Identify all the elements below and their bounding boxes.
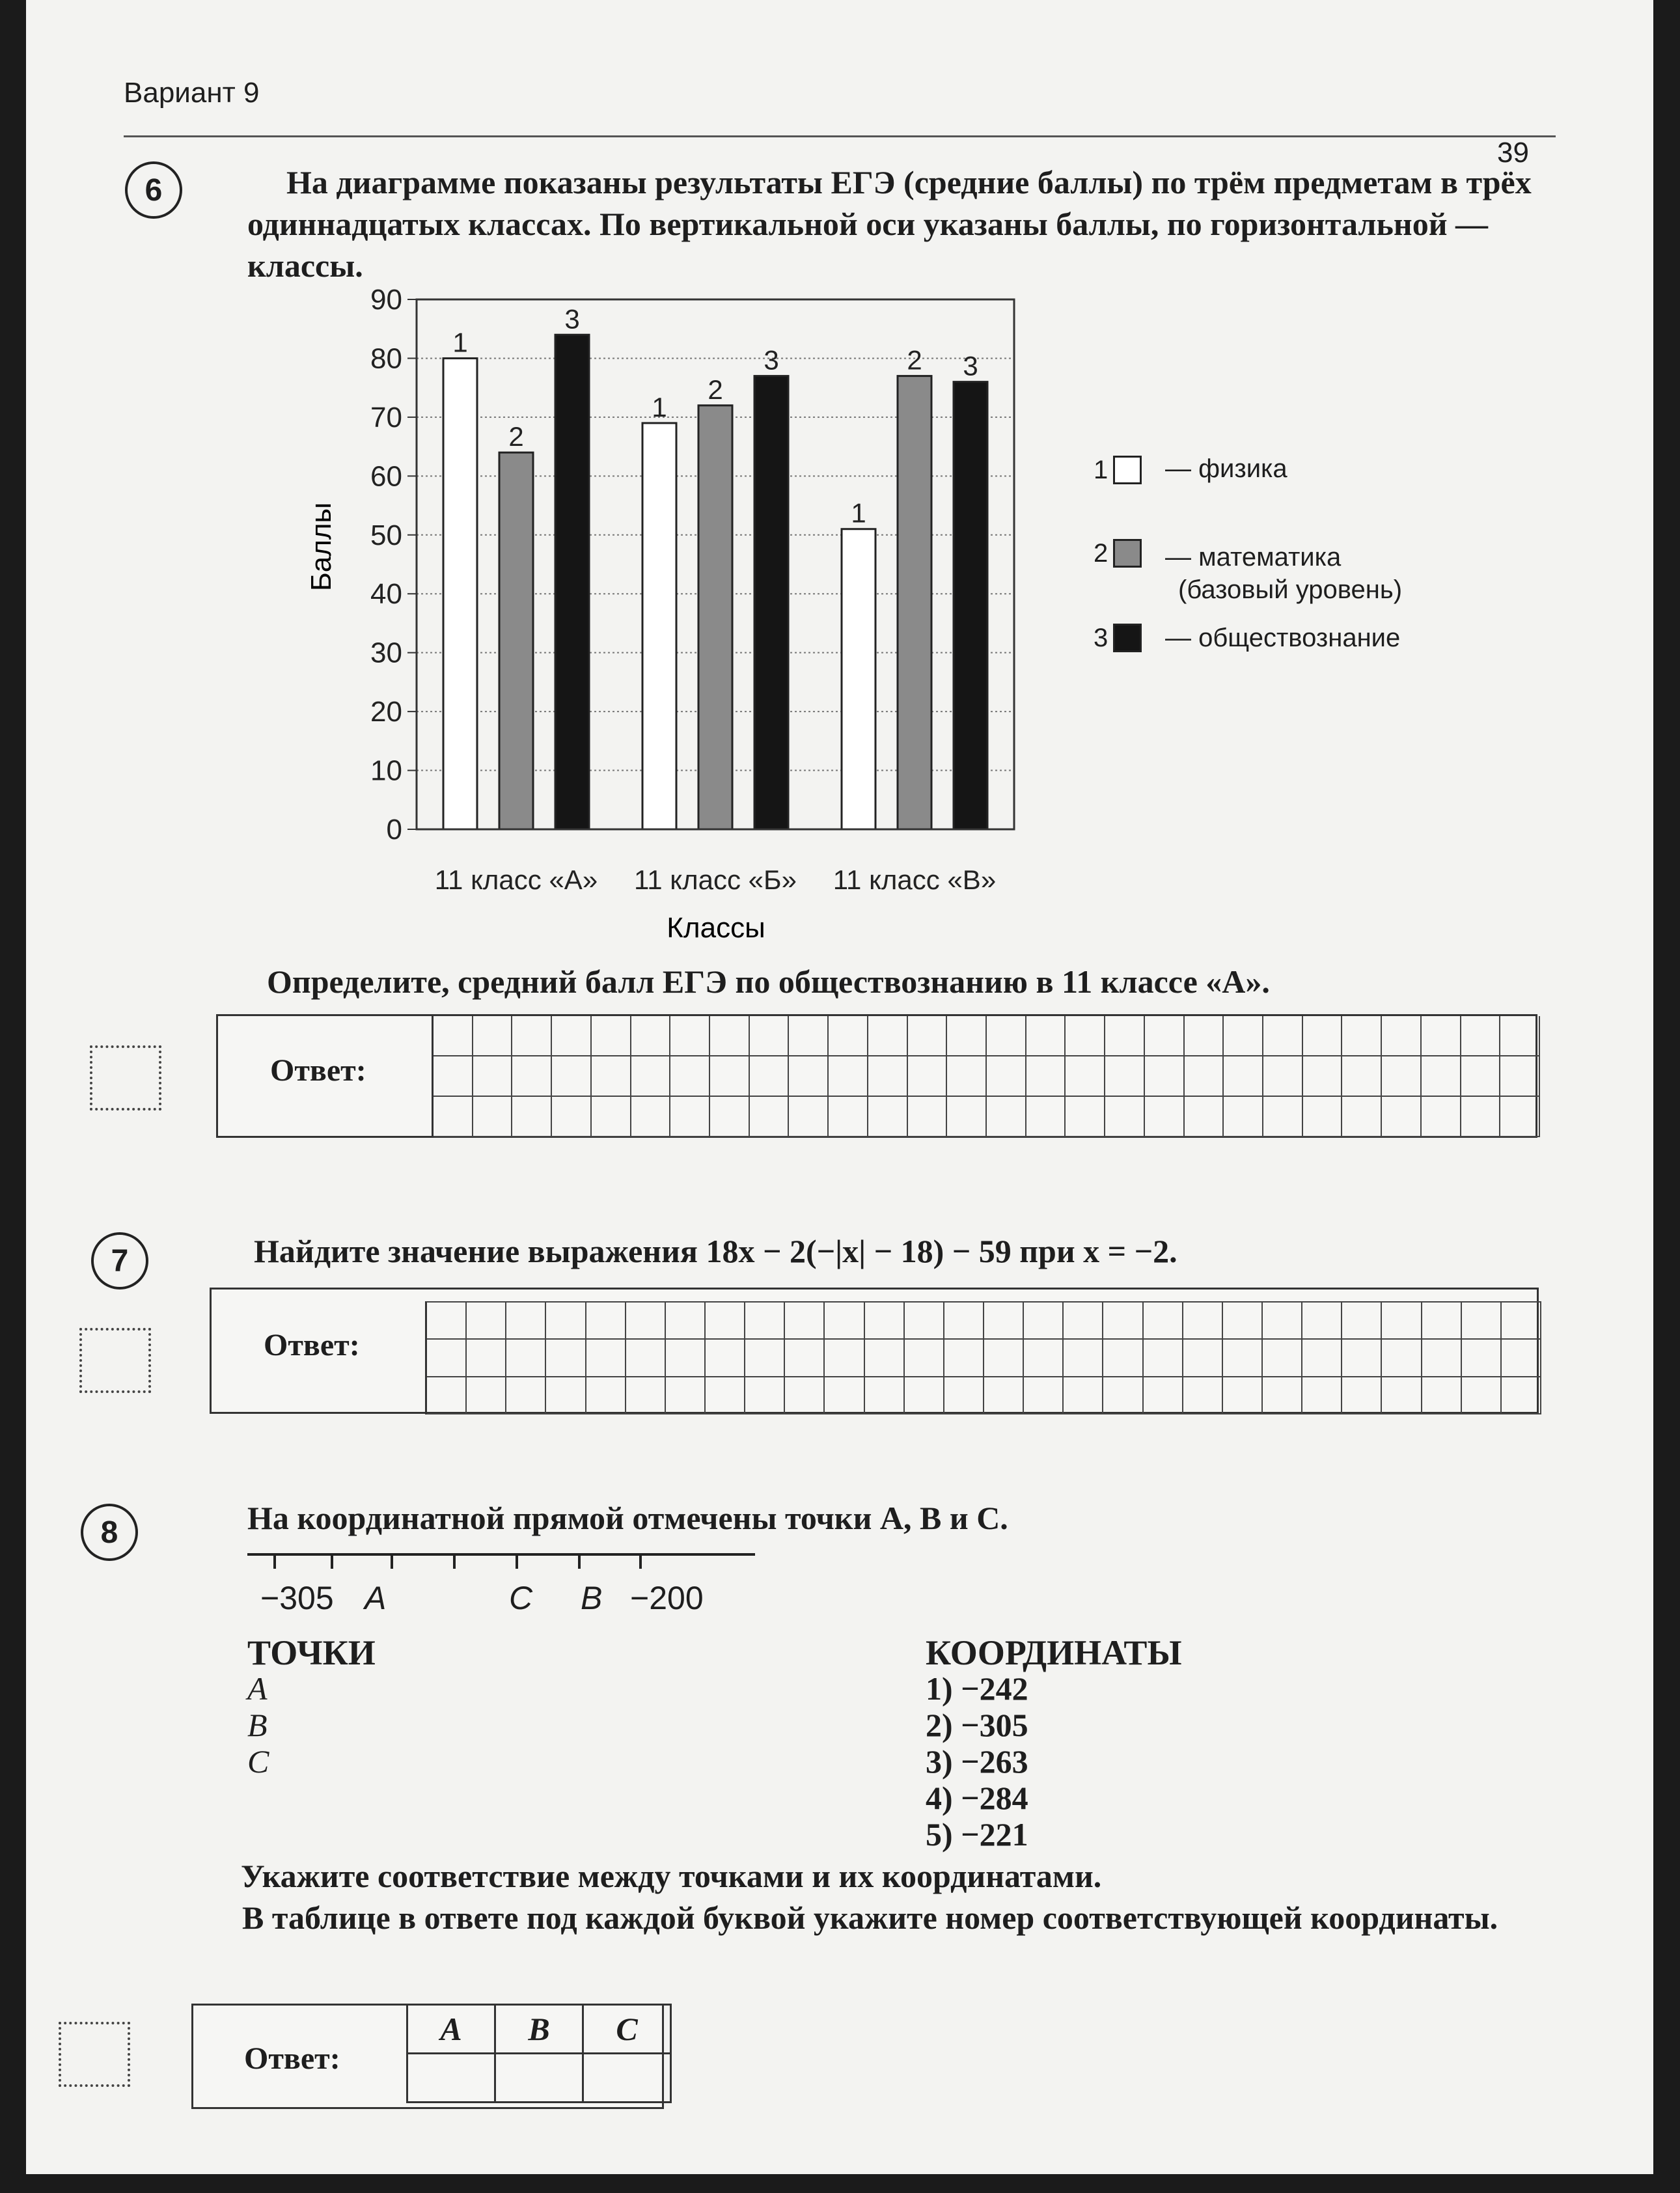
answer-grid-cell[interactable] <box>1066 1016 1105 1056</box>
answer-grid-cell[interactable] <box>710 1056 750 1097</box>
bar <box>499 452 533 829</box>
number-line <box>247 1547 768 1573</box>
answer-grid-cell[interactable] <box>1422 1056 1461 1097</box>
answer-grid-cell[interactable] <box>546 1340 586 1377</box>
answer-grid-cell[interactable] <box>1066 1097 1105 1137</box>
answer-grid-cell[interactable] <box>592 1016 631 1056</box>
answer-grid-cell[interactable] <box>552 1016 592 1056</box>
answer-grid-cell[interactable] <box>1302 1340 1342 1377</box>
answer-grid-cell[interactable] <box>631 1097 671 1137</box>
q8-score-box <box>59 2022 130 2087</box>
bar <box>555 335 589 829</box>
answer-grid-cell[interactable] <box>1502 1303 1541 1340</box>
answer-grid-cell[interactable] <box>1302 1377 1342 1414</box>
bar-label: 2 <box>708 374 723 405</box>
answer-grid-cell[interactable] <box>546 1303 586 1340</box>
answer-grid-cell[interactable] <box>473 1097 513 1137</box>
answer-grid-cell[interactable] <box>1303 1016 1343 1056</box>
answer-grid-cell[interactable] <box>987 1097 1026 1137</box>
answer-grid-cell[interactable] <box>1145 1016 1185 1056</box>
answer-grid-cell[interactable] <box>944 1303 984 1340</box>
answer-grid-cell[interactable] <box>1024 1340 1064 1377</box>
answer-grid-cell[interactable] <box>1224 1097 1263 1137</box>
x-tick-label: 11 класс «А» <box>434 864 598 895</box>
q6-text: На диаграмме показаны результаты ЕГЭ (средние баллы) по трём предметам в трёх одиннадцатых классах. По вертикальной оси указаны баллы, по горизонтальной — классы. <box>247 164 1532 284</box>
q7-answer-label: Ответ: <box>264 1328 360 1362</box>
answer-col-a: A <box>407 2005 495 2054</box>
answer-grid-cell[interactable] <box>1263 1016 1303 1056</box>
y-tick-label: 60 <box>370 460 402 493</box>
number-line-right-value: −200 <box>630 1580 704 1616</box>
q6-answer-label: Ответ: <box>270 1053 366 1088</box>
answer-grid-cell[interactable] <box>829 1056 868 1097</box>
chart-legend <box>1094 449 1614 683</box>
answer-grid-cell[interactable] <box>908 1056 948 1097</box>
bar-label: 3 <box>963 350 978 381</box>
answer-grid-cell[interactable] <box>1064 1377 1103 1414</box>
bar <box>642 423 676 829</box>
q8-instruction-1: Укажите соответствие между точками и их координатами. <box>241 1858 1102 1894</box>
answer-grid-cell[interactable] <box>829 1097 868 1137</box>
answer-grid-cell[interactable] <box>1422 1016 1461 1056</box>
bar <box>898 376 931 829</box>
x-tick-label: 11 класс «Б» <box>634 864 797 895</box>
answer-grid-cell[interactable] <box>1263 1340 1302 1377</box>
answer-grid-cell[interactable] <box>785 1303 825 1340</box>
answer-grid-cell[interactable] <box>1224 1056 1263 1097</box>
y-tick-label: 0 <box>386 814 402 846</box>
point-b: B <box>247 1707 268 1743</box>
answer-grid-cell[interactable] <box>467 1340 506 1377</box>
answer-grid-cell[interactable] <box>467 1303 506 1340</box>
q8-answer-label: Ответ: <box>244 2041 340 2076</box>
q7-answer-grid[interactable] <box>425 1301 1541 1414</box>
answer-grid-cell[interactable] <box>1461 1056 1501 1097</box>
answer-grid-cell[interactable] <box>666 1377 706 1414</box>
legend-swatch-math <box>1113 539 1142 568</box>
answer-grid-cell[interactable] <box>1183 1340 1223 1377</box>
answer-grid-cell[interactable] <box>944 1340 984 1377</box>
q7-answer-box[interactable] <box>210 1288 1539 1414</box>
answer-cell-c[interactable] <box>583 2054 671 2103</box>
answer-grid-cell[interactable] <box>825 1377 864 1414</box>
answer-grid-cell[interactable] <box>586 1303 626 1340</box>
answer-grid-cell[interactable] <box>552 1056 592 1097</box>
answer-grid-cell[interactable] <box>1382 1377 1422 1414</box>
answer-grid-cell[interactable] <box>473 1056 513 1097</box>
x-tick-label: 11 класс «В» <box>833 864 997 895</box>
answer-cell-a[interactable] <box>407 2054 495 2103</box>
legend-label-math: — математика <box>1165 543 1342 572</box>
answer-grid-cell[interactable] <box>1145 1056 1185 1097</box>
bar-label: 3 <box>564 303 580 335</box>
answer-grid-cell[interactable] <box>1500 1056 1540 1097</box>
answer-grid-cell[interactable] <box>1105 1097 1145 1137</box>
answer-grid-cell[interactable] <box>467 1377 506 1414</box>
answer-grid-cell[interactable] <box>750 1097 790 1137</box>
answer-grid-cell[interactable] <box>987 1056 1026 1097</box>
answer-cell-b[interactable] <box>495 2054 583 2103</box>
answer-grid-cell[interactable] <box>1223 1377 1263 1414</box>
answer-grid-cell[interactable] <box>1224 1016 1263 1056</box>
answer-grid-cell[interactable] <box>631 1056 671 1097</box>
q7-score-box <box>79 1328 151 1393</box>
answer-grid-cell[interactable] <box>1105 1016 1145 1056</box>
bar <box>842 529 875 829</box>
answer-grid-cell[interactable] <box>1382 1303 1422 1340</box>
answer-grid-cell[interactable] <box>905 1340 944 1377</box>
answer-grid-cell[interactable] <box>1382 1340 1422 1377</box>
answer-grid-cell[interactable] <box>947 1016 987 1056</box>
q8-instruction-2: В таблице в ответе под каждой буквой укажите номер соответствующей координаты. <box>242 1899 1498 1936</box>
answer-grid-cell[interactable] <box>825 1340 864 1377</box>
answer-grid-cell[interactable] <box>546 1377 586 1414</box>
answer-grid-cell[interactable] <box>1422 1097 1461 1137</box>
y-axis-title: Баллы <box>305 502 337 592</box>
number-line-label-a: A <box>365 1580 387 1616</box>
answer-grid-cell[interactable] <box>789 1097 829 1137</box>
answer-grid-cell[interactable] <box>670 1016 710 1056</box>
answer-grid-cell[interactable] <box>512 1097 552 1137</box>
y-tick-label: 20 <box>370 696 402 728</box>
legend-swatch-physics <box>1113 456 1142 484</box>
answer-grid-cell[interactable] <box>785 1377 825 1414</box>
answer-grid-cell[interactable] <box>1103 1340 1143 1377</box>
answer-grid-cell[interactable] <box>710 1097 750 1137</box>
answer-grid-cell[interactable] <box>631 1016 671 1056</box>
question-number-8: 8 <box>81 1504 138 1561</box>
answer-grid-cell[interactable] <box>750 1016 790 1056</box>
answer-grid-cell[interactable] <box>706 1377 745 1414</box>
answer-grid-cell[interactable] <box>427 1377 467 1414</box>
answer-grid-cell[interactable] <box>785 1340 825 1377</box>
answer-grid-cell[interactable] <box>1263 1303 1302 1340</box>
answer-grid-cell[interactable] <box>868 1056 908 1097</box>
answer-grid-cell[interactable] <box>1342 1016 1382 1056</box>
answer-grid-cell[interactable] <box>1223 1340 1263 1377</box>
answer-grid-cell[interactable] <box>829 1016 868 1056</box>
answer-grid-cell[interactable] <box>1382 1097 1422 1137</box>
bar <box>954 382 987 829</box>
answer-grid-cell[interactable] <box>1500 1016 1540 1056</box>
answer-grid-cell[interactable] <box>1303 1097 1343 1137</box>
answer-grid-cell[interactable] <box>1183 1377 1223 1414</box>
answer-grid-cell[interactable] <box>666 1303 706 1340</box>
points-list <box>247 1670 269 1780</box>
q6-score-box <box>90 1045 161 1110</box>
answer-grid-cell[interactable] <box>706 1340 745 1377</box>
answer-grid-cell[interactable] <box>745 1340 785 1377</box>
q6-answer-grid[interactable] <box>432 1016 1540 1137</box>
y-tick-label: 10 <box>370 754 402 787</box>
answer-grid-cell[interactable] <box>512 1016 552 1056</box>
bar-label: 2 <box>508 421 524 452</box>
answer-grid-cell[interactable] <box>427 1340 467 1377</box>
legend-label-physics: — физика <box>1165 454 1288 483</box>
x-axis-title: Классы <box>667 912 765 944</box>
answer-grid-cell[interactable] <box>745 1303 785 1340</box>
answer-grid-cell[interactable] <box>586 1340 626 1377</box>
q6-answer-box[interactable] <box>216 1014 1537 1138</box>
answer-grid-cell[interactable] <box>1263 1377 1302 1414</box>
question-number-6: 6 <box>125 161 182 219</box>
legend-key-1: 1 <box>1094 456 1109 484</box>
answer-grid-cell[interactable] <box>473 1016 513 1056</box>
answer-grid-cell[interactable] <box>947 1097 987 1137</box>
q8-text: На координатной прямой отмечены точки A, B и C. <box>247 1500 1008 1536</box>
answer-grid-cell[interactable] <box>1422 1377 1462 1414</box>
answer-col-c: C <box>583 2005 671 2054</box>
answer-grid-cell[interactable] <box>1263 1097 1303 1137</box>
answer-grid-cell[interactable] <box>1066 1056 1105 1097</box>
answer-grid-cell[interactable] <box>1105 1056 1145 1097</box>
answer-grid-cell[interactable] <box>1462 1303 1502 1340</box>
legend-key-3: 3 <box>1094 624 1109 652</box>
y-tick-label: 70 <box>370 401 402 434</box>
answer-grid-cell[interactable] <box>592 1097 631 1137</box>
bar-label: 1 <box>851 497 866 529</box>
answer-grid-cell[interactable] <box>666 1340 706 1377</box>
answer-grid-cell[interactable] <box>908 1097 948 1137</box>
header-rule <box>124 135 1556 137</box>
answer-grid-cell[interactable] <box>1342 1303 1382 1340</box>
answer-grid-cell[interactable] <box>908 1016 948 1056</box>
answer-grid-cell[interactable] <box>868 1016 908 1056</box>
answer-grid-cell[interactable] <box>1183 1303 1223 1340</box>
answer-grid-cell[interactable] <box>1064 1303 1103 1340</box>
point-c: C <box>247 1743 269 1780</box>
chart-bars <box>443 335 987 829</box>
answer-grid-cell[interactable] <box>670 1097 710 1137</box>
answer-grid-cell[interactable] <box>1026 1016 1066 1056</box>
answer-grid-cell[interactable] <box>905 1303 944 1340</box>
answer-grid-cell[interactable] <box>1342 1377 1382 1414</box>
answer-grid-cell[interactable] <box>506 1340 546 1377</box>
answer-grid-cell[interactable] <box>626 1377 666 1414</box>
answer-grid-cell[interactable] <box>1462 1340 1502 1377</box>
legend-swatch-social <box>1113 624 1142 652</box>
answer-grid-cell[interactable] <box>1026 1056 1066 1097</box>
number-line-label-b: B <box>581 1580 603 1616</box>
bar-label: 2 <box>907 344 922 376</box>
answer-grid-cell[interactable] <box>1103 1377 1143 1414</box>
answer-grid-cell[interactable] <box>984 1340 1024 1377</box>
answer-grid-cell[interactable] <box>1461 1097 1501 1137</box>
number-line-left-value: −305 <box>260 1580 334 1616</box>
legend-key-2: 2 <box>1094 539 1109 568</box>
answer-grid-cell[interactable] <box>1461 1016 1501 1056</box>
coord-option-1: 1) −242 <box>926 1670 1028 1707</box>
q6-question: Определите, средний балл ЕГЭ по обществознанию в 11 классе «А». <box>267 963 1270 1000</box>
bar-label: 3 <box>764 344 779 376</box>
answer-grid-cell[interactable] <box>706 1303 745 1340</box>
answer-grid-cell[interactable] <box>984 1377 1024 1414</box>
page-number: 39 <box>1497 137 1529 169</box>
answer-grid-cell[interactable] <box>1502 1377 1541 1414</box>
answer-grid-cell[interactable] <box>1145 1097 1185 1137</box>
answer-grid-cell[interactable] <box>1144 1340 1183 1377</box>
answer-grid-cell[interactable] <box>1024 1303 1064 1340</box>
bar <box>698 406 732 829</box>
answer-grid-cell[interactable] <box>868 1097 908 1137</box>
points-header: ТОЧКИ <box>247 1633 376 1672</box>
answer-grid-cell[interactable] <box>1342 1097 1382 1137</box>
answer-grid-cell[interactable] <box>586 1377 626 1414</box>
answer-grid-cell[interactable] <box>506 1303 546 1340</box>
answer-grid-cell[interactable] <box>1223 1303 1263 1340</box>
answer-grid-cell[interactable] <box>865 1377 905 1414</box>
answer-grid-cell[interactable] <box>592 1056 631 1097</box>
answer-grid-cell[interactable] <box>1500 1097 1540 1137</box>
answer-grid-cell[interactable] <box>987 1016 1026 1056</box>
point-a: A <box>247 1670 268 1707</box>
answer-grid-cell[interactable] <box>1024 1377 1064 1414</box>
answer-grid-cell[interactable] <box>434 1056 473 1097</box>
y-tick-label: 30 <box>370 637 402 669</box>
answer-grid-cell[interactable] <box>944 1377 984 1414</box>
answer-grid-cell[interactable] <box>1103 1303 1143 1340</box>
answer-grid-cell[interactable] <box>745 1377 785 1414</box>
q7-text: Найдите значение выражения 18x − 2(−|x| − 18) − 59 при x = −2. <box>254 1233 1177 1269</box>
answer-grid-cell[interactable] <box>1144 1303 1183 1340</box>
coords-list <box>926 1670 1028 1853</box>
y-tick-label: 50 <box>370 519 402 551</box>
answer-grid-cell[interactable] <box>1382 1056 1422 1097</box>
answer-grid-cell[interactable] <box>710 1016 750 1056</box>
answer-grid-cell[interactable] <box>750 1056 790 1097</box>
answer-grid-cell[interactable] <box>1462 1377 1502 1414</box>
exam-page <box>26 0 1653 2174</box>
answer-grid-cell[interactable] <box>984 1303 1024 1340</box>
y-tick-label: 80 <box>370 342 402 375</box>
answer-grid-cell[interactable] <box>670 1056 710 1097</box>
legend-label-social: — обществознание <box>1165 624 1401 652</box>
answer-grid-cell[interactable] <box>1064 1340 1103 1377</box>
coord-option-2: 2) −305 <box>926 1707 1028 1743</box>
answer-grid-cell[interactable] <box>434 1016 473 1056</box>
coord-option-5: 5) −221 <box>926 1816 1028 1853</box>
bar-label: 1 <box>452 327 468 358</box>
answer-grid-cell[interactable] <box>1185 1097 1224 1137</box>
answer-grid-cell[interactable] <box>789 1056 829 1097</box>
coord-option-4: 4) −284 <box>926 1780 1028 1816</box>
number-line-label-c: C <box>509 1580 533 1616</box>
answer-col-b: B <box>495 2005 583 2054</box>
answer-grid-cell[interactable] <box>1302 1303 1342 1340</box>
answer-grid-cell[interactable] <box>626 1303 666 1340</box>
answer-grid-cell[interactable] <box>552 1097 592 1137</box>
answer-grid-cell[interactable] <box>434 1097 473 1137</box>
bar-label: 1 <box>652 391 667 422</box>
coords-header: КООРДИНАТЫ <box>926 1633 1182 1672</box>
answer-grid-cell[interactable] <box>1144 1377 1183 1414</box>
answer-grid-cell[interactable] <box>825 1303 864 1340</box>
answer-grid-cell[interactable] <box>626 1340 666 1377</box>
answer-grid-cell[interactable] <box>789 1016 829 1056</box>
bar <box>754 376 788 829</box>
answer-grid-cell[interactable] <box>947 1056 987 1097</box>
answer-grid-cell[interactable] <box>1502 1340 1541 1377</box>
answer-grid-cell[interactable] <box>1263 1056 1303 1097</box>
variant-header: Вариант 9 <box>124 77 260 109</box>
answer-grid-cell[interactable] <box>1382 1016 1422 1056</box>
answer-grid-cell[interactable] <box>1342 1340 1382 1377</box>
bar <box>443 358 477 829</box>
answer-grid-cell[interactable] <box>1303 1056 1343 1097</box>
answer-grid-cell[interactable] <box>865 1340 905 1377</box>
q8-answer-table[interactable] <box>406 2004 672 2103</box>
answer-grid-cell[interactable] <box>1342 1056 1382 1097</box>
answer-grid-cell[interactable] <box>1422 1303 1462 1340</box>
answer-grid-cell[interactable] <box>1026 1097 1066 1137</box>
answer-grid-cell[interactable] <box>865 1303 905 1340</box>
answer-grid-cell[interactable] <box>1422 1340 1462 1377</box>
coord-option-3: 3) −263 <box>926 1743 1028 1780</box>
y-tick-label: 40 <box>370 578 402 611</box>
legend-label-math-level: (базовый уровень) <box>1178 575 1403 604</box>
answer-grid-cell[interactable] <box>1185 1056 1224 1097</box>
answer-grid-cell[interactable] <box>427 1303 467 1340</box>
answer-grid-cell[interactable] <box>905 1377 944 1414</box>
answer-grid-cell[interactable] <box>512 1056 552 1097</box>
y-tick-label: 90 <box>370 284 402 316</box>
question-number-7: 7 <box>91 1232 148 1290</box>
answer-grid-cell[interactable] <box>506 1377 546 1414</box>
answer-grid-cell[interactable] <box>1185 1016 1224 1056</box>
